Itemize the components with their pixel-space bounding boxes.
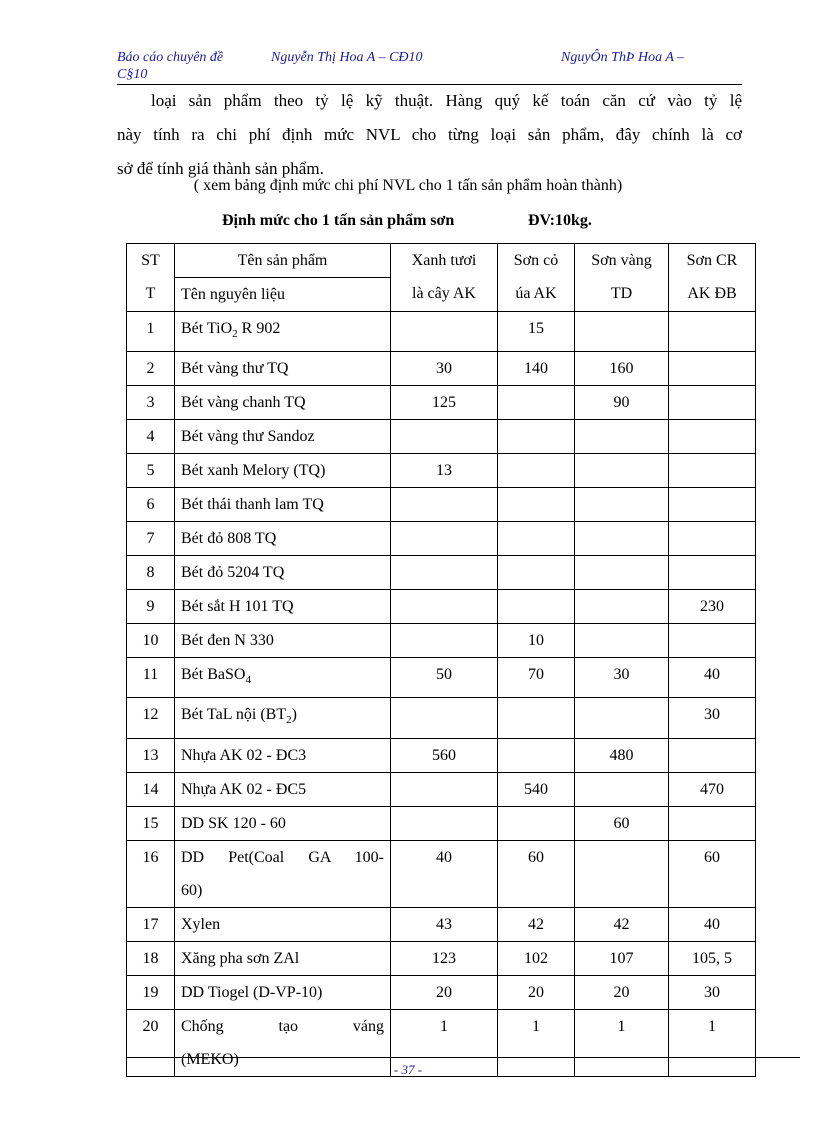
row-value-son-co: 540 [498, 772, 575, 806]
row-value-son-vang [575, 454, 669, 488]
row-value-son-cr [669, 312, 756, 352]
paragraph-line: loại sản phẩm theo tỷ lệ kỹ thuật. Hàng quý kế toán căn cứ vào tỷ lệ [151, 91, 742, 110]
row-value-son-cr [669, 454, 756, 488]
row-value-son-vang: 107 [575, 941, 669, 975]
table-row [127, 840, 756, 907]
row-stt: 14 [127, 772, 175, 806]
row-stt: 1 [127, 312, 175, 352]
row-value-xanh-tuoi [391, 522, 498, 556]
row-stt: 19 [127, 975, 175, 1009]
material-name-text: Bét vàng thư Sandoz [181, 428, 315, 446]
paragraph-line: này tính ra chi phí định mức NVL cho từng loại sản phẩm, đây chính là cơ [117, 125, 742, 144]
table-row [127, 907, 756, 941]
material-name-line1: DD Pet(Coal GA 100- [181, 848, 384, 866]
row-material-name [175, 907, 391, 941]
table-caption [222, 212, 592, 230]
table-body [127, 312, 756, 1077]
row-value-son-cr: 1 [669, 1009, 756, 1076]
row-value-son-vang: 160 [575, 352, 669, 386]
row-value-son-cr [669, 522, 756, 556]
row-value-son-cr [669, 806, 756, 840]
row-value-son-vang: 60 [575, 806, 669, 840]
row-value-son-vang: 42 [575, 907, 669, 941]
material-name-text: Bét sắt H 101 TQ [181, 598, 294, 616]
table-row [127, 386, 756, 420]
row-value-son-cr [669, 738, 756, 772]
material-name-suffix: R 902 [237, 320, 281, 337]
table-row [127, 522, 756, 556]
row-value-son-cr [669, 488, 756, 522]
row-value-son-co [498, 698, 575, 738]
material-norms-table [126, 243, 756, 1077]
header-col2-line2: úa AK [515, 285, 557, 302]
row-value-son-co [498, 556, 575, 590]
row-material-name [175, 975, 391, 1009]
row-value-xanh-tuoi [391, 312, 498, 352]
row-value-son-vang [575, 522, 669, 556]
row-value-son-co [498, 738, 575, 772]
row-value-xanh-tuoi: 40 [391, 840, 498, 907]
row-value-son-cr [669, 624, 756, 658]
row-stt: 15 [127, 806, 175, 840]
table-row [127, 975, 756, 1009]
material-name-text: Xăng pha sơn ZAl [181, 949, 300, 967]
row-value-son-vang: 1 [575, 1009, 669, 1076]
row-value-son-co: 102 [498, 941, 575, 975]
table-reference-note: ( xem bảng định mức chi phí NVL cho 1 tấn sản phẩm hoàn thành) [193, 177, 623, 194]
row-value-son-co: 20 [498, 975, 575, 1009]
row-material-name [175, 522, 391, 556]
row-value-son-vang [575, 420, 669, 454]
header-col2 [498, 244, 575, 312]
paragraph-line: sở để tính giá thành sản phẩm. [117, 159, 324, 178]
material-name-text: Bét đỏ 808 TQ [181, 530, 277, 548]
row-material-name [175, 352, 391, 386]
row-value-son-vang: 480 [575, 738, 669, 772]
table-row [127, 454, 756, 488]
material-name-text: Bét đỏ 5204 TQ [181, 564, 285, 582]
row-value-xanh-tuoi: 30 [391, 352, 498, 386]
row-material-name [175, 590, 391, 624]
row-value-xanh-tuoi: 123 [391, 941, 498, 975]
row-stt: 12 [127, 698, 175, 738]
header-col1-line2: là cây AK [412, 285, 476, 302]
row-value-xanh-tuoi [391, 420, 498, 454]
row-value-son-cr [669, 420, 756, 454]
row-material-name [175, 806, 391, 840]
table-title: Định mức cho 1 tấn sản phẩm sơn [222, 212, 455, 229]
row-value-son-co [498, 522, 575, 556]
row-value-son-vang [575, 772, 669, 806]
header-report-title: Báo cáo chuyên đề [117, 50, 224, 65]
material-name-suffix: ) [291, 706, 297, 724]
table-row [127, 941, 756, 975]
row-material-name [175, 420, 391, 454]
row-stt: 18 [127, 941, 175, 975]
row-stt: 11 [127, 658, 175, 698]
row-value-son-cr: 30 [669, 975, 756, 1009]
row-value-xanh-tuoi [391, 806, 498, 840]
row-value-son-vang: 30 [575, 658, 669, 698]
table-row [127, 590, 756, 624]
table-row [127, 698, 756, 738]
row-value-son-cr: 60 [669, 840, 756, 907]
row-material-name [175, 556, 391, 590]
row-stt: 17 [127, 907, 175, 941]
table-row [127, 624, 756, 658]
material-name-text: Bét xanh Melory (TQ) [181, 462, 326, 480]
row-stt: 6 [127, 488, 175, 522]
table-row [127, 772, 756, 806]
row-value-xanh-tuoi [391, 772, 498, 806]
row-stt: 10 [127, 624, 175, 658]
material-name-text: DD SK 120 - 60 [181, 814, 286, 832]
row-value-son-vang [575, 488, 669, 522]
row-value-son-co: 1 [498, 1009, 575, 1076]
header-stt-line2: T [145, 285, 156, 302]
row-material-name [175, 772, 391, 806]
row-value-son-vang: 90 [575, 386, 669, 420]
header-col1 [391, 244, 498, 312]
row-value-xanh-tuoi: 13 [391, 454, 498, 488]
material-name-text: Xylen [181, 915, 221, 933]
row-value-son-cr: 105, 5 [669, 941, 756, 975]
row-stt: 5 [127, 454, 175, 488]
row-value-son-cr [669, 352, 756, 386]
row-value-xanh-tuoi: 50 [391, 658, 498, 698]
row-material-name [175, 698, 391, 738]
row-value-son-vang [575, 556, 669, 590]
header-col1-line1: Xanh tươi [411, 252, 477, 269]
body-paragraph [117, 84, 742, 186]
row-stt: 16 [127, 840, 175, 907]
header-col4-line2: AK ĐB [687, 285, 737, 302]
row-value-son-co: 42 [498, 907, 575, 941]
row-material-name [175, 312, 391, 352]
row-value-son-vang [575, 840, 669, 907]
material-name-subscript: 4 [245, 674, 251, 687]
material-name-subscript: 2 [232, 328, 238, 341]
row-value-son-vang: 20 [575, 975, 669, 1009]
row-value-son-co [498, 454, 575, 488]
header-author: Nguyễn Thị Hoa A – CĐ10 [271, 50, 423, 65]
table-row [127, 738, 756, 772]
material-name-text: Bét vàng chanh TQ [181, 394, 306, 412]
row-value-xanh-tuoi: 125 [391, 386, 498, 420]
row-value-son-co [498, 488, 575, 522]
row-value-son-cr: 470 [669, 772, 756, 806]
row-value-son-vang [575, 624, 669, 658]
row-value-son-co: 15 [498, 312, 575, 352]
footer-divider [126, 1057, 800, 1058]
material-name-text: Bét đen N 330 [181, 632, 274, 650]
row-stt: 4 [127, 420, 175, 454]
table-row [127, 556, 756, 590]
row-value-son-cr: 40 [669, 907, 756, 941]
row-value-son-cr [669, 386, 756, 420]
header-col2-line1: Sơn cỏ [513, 252, 559, 269]
row-value-son-co: 60 [498, 840, 575, 907]
row-material-name [175, 454, 391, 488]
row-value-son-cr: 30 [669, 698, 756, 738]
row-stt: 8 [127, 556, 175, 590]
material-name-text: Bét TiO [181, 320, 233, 337]
row-material-name [175, 386, 391, 420]
row-value-son-co [498, 590, 575, 624]
row-value-son-co [498, 806, 575, 840]
header-stt-line1: ST [141, 252, 160, 269]
row-material-name [175, 658, 391, 698]
row-value-son-co: 140 [498, 352, 575, 386]
row-value-xanh-tuoi [391, 556, 498, 590]
row-stt: 7 [127, 522, 175, 556]
row-stt: 20 [127, 1009, 175, 1076]
material-name-line2: (MEKO) [181, 1050, 239, 1068]
row-value-son-vang [575, 312, 669, 352]
row-value-xanh-tuoi [391, 488, 498, 522]
page-number: - 37 - [393, 1062, 423, 1077]
material-name-text: Nhựa AK 02 - ĐC5 [181, 780, 307, 798]
row-material-name [175, 840, 391, 907]
row-value-son-vang [575, 698, 669, 738]
header-stt [127, 244, 175, 312]
table-row [127, 352, 756, 386]
table-row [127, 420, 756, 454]
page-header [117, 50, 742, 85]
row-value-xanh-tuoi: 560 [391, 738, 498, 772]
material-name-line1: Chống tạo váng [181, 1017, 384, 1035]
table-header-row [127, 244, 756, 312]
header-name [175, 244, 391, 312]
row-material-name [175, 738, 391, 772]
material-name-text: Bét vàng thư TQ [181, 360, 289, 378]
header-col4 [669, 244, 756, 312]
row-value-son-co [498, 420, 575, 454]
header-col4-line1: Sơn CR [686, 252, 738, 269]
header-col3-line2: TD [610, 285, 633, 302]
row-stt: 13 [127, 738, 175, 772]
material-name-line2: 60) [181, 881, 203, 899]
table-row [127, 806, 756, 840]
table-row [127, 488, 756, 522]
row-material-name [175, 624, 391, 658]
header-material: Tên nguyên liệu [181, 286, 285, 303]
header-class-code: C§10 [117, 67, 148, 82]
material-name-subscript: 2 [286, 714, 292, 727]
row-stt: 2 [127, 352, 175, 386]
row-value-xanh-tuoi: 1 [391, 1009, 498, 1076]
row-stt: 9 [127, 590, 175, 624]
header-author-garbled: NguyÔn ThÞ Hoa A – [561, 50, 685, 65]
header-col3 [575, 244, 669, 312]
row-value-xanh-tuoi [391, 590, 498, 624]
row-value-son-cr [669, 556, 756, 590]
row-value-xanh-tuoi: 20 [391, 975, 498, 1009]
material-name-text: DD Tiogel (D-VP-10) [181, 983, 323, 1001]
row-value-son-co: 10 [498, 624, 575, 658]
row-stt: 3 [127, 386, 175, 420]
row-value-son-cr: 40 [669, 658, 756, 698]
material-name-text: Bét TaL nội (BT [181, 706, 287, 724]
row-material-name [175, 941, 391, 975]
table-row [127, 312, 756, 352]
row-value-xanh-tuoi [391, 624, 498, 658]
table-row [127, 658, 756, 698]
row-value-xanh-tuoi [391, 698, 498, 738]
row-material-name [175, 488, 391, 522]
row-value-son-cr: 230 [669, 590, 756, 624]
material-name-text: Nhựa AK 02 - ĐC3 [181, 746, 307, 764]
header-product: Tên sản phẩm [175, 244, 390, 278]
table-unit: ĐV:10kg. [528, 212, 592, 229]
row-value-son-vang [575, 590, 669, 624]
material-name-text: Bét thái thanh lam TQ [181, 496, 324, 514]
header-col3-line1: Sơn vàng [591, 252, 652, 269]
row-value-xanh-tuoi: 43 [391, 907, 498, 941]
row-value-son-co [498, 386, 575, 420]
material-name-text: Bét BaSO [181, 666, 246, 684]
row-value-son-co: 70 [498, 658, 575, 698]
